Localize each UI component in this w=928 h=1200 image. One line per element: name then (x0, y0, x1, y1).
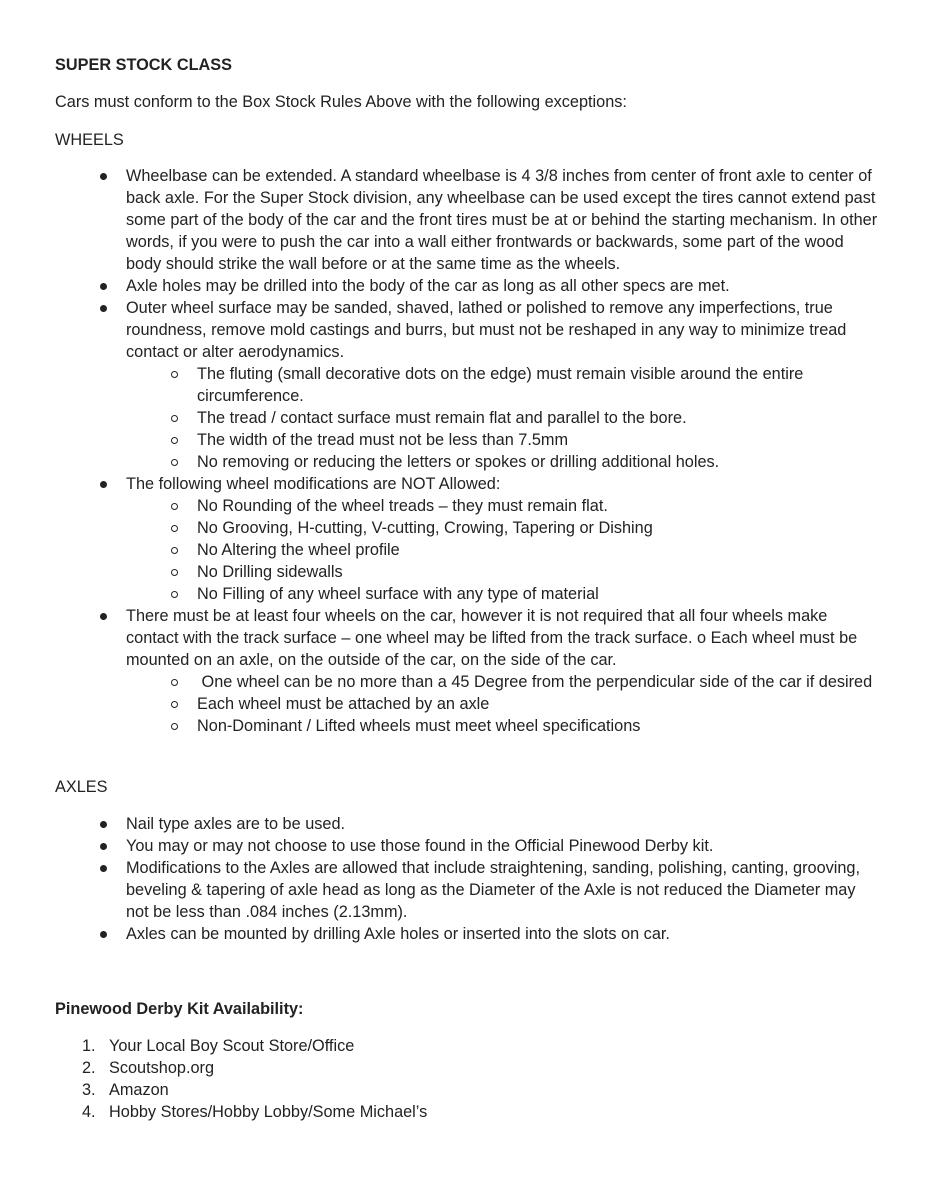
sublist-item (126, 715, 878, 737)
sublist-item-text: No Rounding of the wheel treads – they must remain flat. (197, 497, 608, 515)
sublist-item-text: Non-Dominant / Lifted wheels must meet wheel specifications (197, 717, 641, 735)
bullet-icon (100, 931, 107, 938)
sublist-item-text: No removing or reducing the letters or spokes or drilling additional holes. (197, 453, 720, 471)
circle-bullet-icon (171, 525, 178, 532)
bullet-icon (100, 283, 107, 290)
circle-bullet-icon (171, 503, 178, 510)
list-item (0, 1057, 928, 1079)
wheels-rule-four-wheels: There must be at least four wheels on the car, however it is not required that all four wheels make contact with the track surface – one wheel may be lifted from the track surface. o Each wheel must be mounted on an axle, on the outside of the car, on the side of the car. (126, 607, 858, 669)
sublist-item-text: No Grooving, H-cutting, V-cutting, Crowing, Tapering or Dishing (197, 519, 653, 537)
circle-bullet-icon (171, 547, 178, 554)
circle-bullet-icon (171, 415, 178, 422)
bullet-icon (100, 305, 107, 312)
sublist-item (126, 539, 878, 561)
list-number: 2. (82, 1059, 96, 1077)
sublist-item-text: The fluting (small decorative dots on the edge) must remain visible around the entire circumference. (197, 365, 804, 405)
sublist-item (126, 451, 878, 473)
bullet-icon (100, 613, 107, 620)
sublist-item-text: One wheel can be no more than a 45 Degree from the perpendicular side of the car if desired (197, 673, 873, 691)
list-item (0, 605, 928, 737)
circle-bullet-icon (171, 437, 178, 444)
list-number: 3. (82, 1081, 96, 1099)
kit-source-text: Hobby Stores/Hobby Lobby/Some Michael’s (109, 1103, 428, 1121)
list-item (0, 275, 928, 297)
circle-bullet-icon (171, 723, 178, 730)
wheels-rule-axle-holes: Axle holes may be drilled into the body of the car as long as all other specs are met. (126, 277, 730, 295)
axles-rule-text: You may or may not choose to use those found in the Official Pinewood Derby kit. (126, 837, 714, 855)
list-item (0, 473, 928, 605)
axles-heading: AXLES (55, 778, 108, 796)
list-item (0, 1035, 928, 1057)
surface-sublist (126, 363, 878, 473)
axles-rule-text: Axles can be mounted by drilling Axle holes or inserted into the slots on car. (126, 925, 670, 943)
circle-bullet-icon (171, 701, 178, 708)
wheels-rules-list (0, 165, 928, 737)
circle-bullet-icon (171, 459, 178, 466)
sublist-item (126, 429, 878, 451)
circle-bullet-icon (171, 591, 178, 598)
sublist-item (126, 583, 878, 605)
sublist-item-text: No Altering the wheel profile (197, 541, 400, 559)
circle-bullet-icon (171, 679, 178, 686)
list-item (0, 813, 928, 835)
bullet-icon (100, 821, 107, 828)
kit-source-text: Your Local Boy Scout Store/Office (109, 1037, 355, 1055)
list-number: 4. (82, 1103, 96, 1121)
bullet-icon (100, 865, 107, 872)
sublist-item-text: The width of the tread must not be less than 7.5mm (197, 431, 569, 449)
list-number: 1. (82, 1037, 96, 1055)
list-item (0, 835, 928, 857)
sublist-item (126, 495, 878, 517)
wheels-heading: WHEELS (55, 131, 124, 149)
kit-source-text: Scoutshop.org (109, 1059, 214, 1077)
sublist-item (126, 693, 878, 715)
list-item (0, 1101, 928, 1123)
sublist-item (126, 517, 878, 539)
list-item (0, 165, 928, 275)
four-wheels-sublist (126, 671, 878, 737)
list-item (0, 1079, 928, 1101)
intro-paragraph: Cars must conform to the Box Stock Rules Above with the following exceptions: (55, 93, 627, 111)
axles-rules-list (0, 813, 928, 945)
circle-bullet-icon (171, 371, 178, 378)
list-item (0, 857, 928, 923)
kit-availability-heading: Pinewood Derby Kit Availability: (55, 1000, 304, 1018)
not-allowed-sublist (126, 495, 878, 605)
sublist-item-text: No Drilling sidewalls (197, 563, 343, 581)
wheels-rule-outer-surface: Outer wheel surface may be sanded, shaved, lathed or polished to remove any imperfections, true roundness, remove mold castings and burrs, but must not be reshaped in any way to minimize tread contact or alter aerodynamics. (126, 299, 847, 361)
list-item (0, 297, 928, 473)
sublist-item-text: The tread / contact surface must remain flat and parallel to the bore. (197, 409, 687, 427)
wheels-rule-wheelbase: Wheelbase can be extended. A standard wheelbase is 4 3/8 inches from center of front axle to center of back axle. For the Super Stock division, any wheelbase can be used except the tires cannot extend past some part of the body of the car and the front tires must be at or behind the starting mechanism. In other words, if you were to push the car into a wall either frontwards or backwards, some part of the wood body should strike the wall before or at the same time as the wheels. (126, 167, 878, 273)
sublist-item-text: Each wheel must be attached by an axle (197, 695, 490, 713)
bullet-icon (100, 173, 107, 180)
bullet-icon (100, 481, 107, 488)
list-item (0, 923, 928, 945)
page-title: SUPER STOCK CLASS (55, 56, 233, 74)
circle-bullet-icon (171, 569, 178, 576)
sublist-item (126, 671, 878, 693)
kit-source-text: Amazon (109, 1081, 169, 1099)
sublist-item (126, 407, 878, 429)
bullet-icon (100, 843, 107, 850)
sublist-item (126, 561, 878, 583)
axles-rule-text: Modifications to the Axles are allowed that include straightening, sanding, polishing, canting, grooving, beveling & tapering of axle head as long as the Diameter of the Axle is not reduced the Diameter may not be less than .084 inches (2.13mm). (126, 859, 861, 921)
sublist-item (126, 363, 878, 407)
kit-availability-list (0, 1035, 928, 1123)
sublist-item-text: No Filling of any wheel surface with any type of material (197, 585, 599, 603)
axles-rule-text: Nail type axles are to be used. (126, 815, 346, 833)
wheels-rule-not-allowed: The following wheel modifications are NOT Allowed: (126, 475, 501, 493)
